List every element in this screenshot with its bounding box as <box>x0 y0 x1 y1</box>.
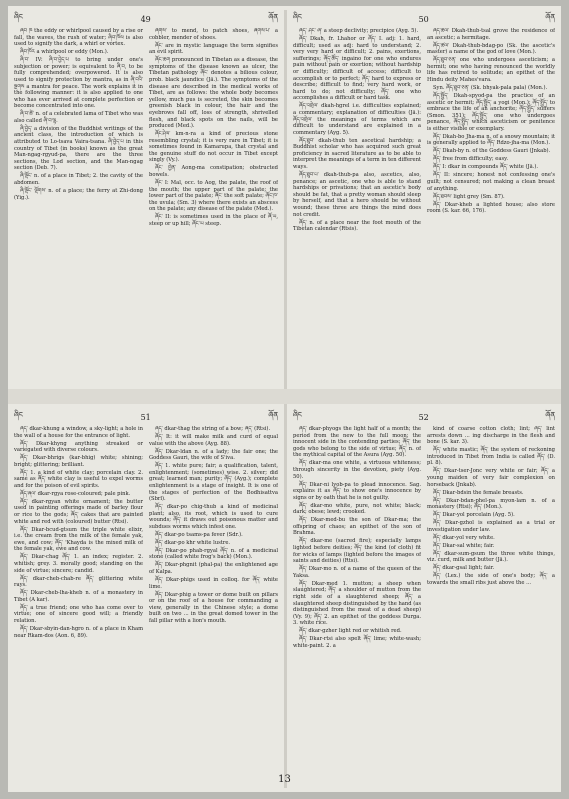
entry: ཞོད་ Dkah-bo Jha-ma n. of a snowy mountain; it is generally applied to ཞོད་ Rdzo-jha-ma (Mon.). <box>427 133 555 147</box>
column-right <box>149 426 278 766</box>
entry: ཞོད་ dkar-sum-gsum the three white things, viz. curd, milk and butter (Jä.). <box>427 550 555 564</box>
entry: ཞིབ ཁ the eddy or whirlpool caused by a rise or fall, the waves, the rush of water; ཞིབ་ཁོལ is also used to signify the dark, a whirl or vortex. <box>14 28 143 48</box>
book-sheet <box>8 6 561 792</box>
column-left <box>14 28 143 385</box>
entry: ཞོད་ dkar-cheb-chab-re ཞོད་ glittering white rays. <box>14 575 143 589</box>
page-columns <box>14 28 278 385</box>
page-number: 51 <box>140 412 151 422</box>
entry: ཞི་ལྡོང་ ལྡོགས་ n. of a place; the ferry at Zhi-dong (Yig.). <box>14 188 143 201</box>
column-right <box>427 426 555 766</box>
entry: ཞོད་ Dkar-ldan n. of a lady; the fair one; the Goddess Gauri, the wife of S'iva. <box>149 448 278 462</box>
entry: ཞོད་ dkar-po khr white lustre. <box>155 539 231 546</box>
entry: ཞོད་ a true friend; one who has come over to virtue; one of sincere good will; a friendly relation. <box>14 604 143 624</box>
entry: ཞོད་ Dkar-sal white; fair. <box>433 542 495 549</box>
entry: ཞོད་ཞལ་ dkar-rgya rose-coloured; pale pink. <box>20 490 131 497</box>
column-right <box>149 28 278 385</box>
page-columns <box>293 426 555 766</box>
entry: ཞོད་ dkar-rgyan white ornament; the butter used in painting offerings made of barley flour or rice to the gods; ཞོད་ cakes that are painted white and red with (coloured) butter (Rtsi). <box>14 498 143 525</box>
entry: ཞོད་ Dkar-bhrigs (kar-bhig) white; shining; bright; glittering; brilliant. <box>14 455 143 468</box>
entry: ཞོང་ གྱེན་ Aong-ma constipation; obstructed bowels. <box>149 165 278 179</box>
entry: ཞོད་ (Lex.) the side of one's body; ཞོད་ a towards the small ribs just above the ... <box>427 573 555 586</box>
running-header <box>14 410 278 424</box>
entry: ཞོད་ dkar-me (sacred fire); especially lamps lighted before deities; ཞོད་ the kind (of cloth) fit for wicks of lamps (lighted before the images of saints and deities) (Rtsi). <box>293 538 421 565</box>
entry: ཞོད་ dkar-po tsams-pa fever (Sdr.). <box>155 531 243 538</box>
entry: ཞོད་ It: it will make milk and curd of equal value with the above (Ayg. 88). <box>149 433 278 447</box>
entry: ཞོད་ Dkar-khyng anything streaked or variegated with diverse colours. <box>14 440 143 454</box>
page-columns <box>293 28 555 385</box>
entry: ཞོད་ Dkah, fr. Lhahor or ཞོད་ I. adj: 1. hard, difficult; used as adj: hard to understand; 2. very very hard or difficult; 2. pains, exertions, sufferings; ཞོད་ཚོད་ ingaino for one who endures pain without pain or exertion; without hardship or difficulty; difficult of access; difficult to accomplish or to perfect; ཞོད་ hard to express or describe; difficult to find; very hard work, or hard to do; not difficulty; ཞོད་ one who accomplishes a difficult or hard task. <box>293 35 421 102</box>
entry: ཞོང་ are in mystic language the term signifies an evil spirit. <box>149 42 278 56</box>
entry: ཞོད་ Dkar-sbyin-dan-hgro n. of a place in Kham near Rkam-dos (Aon. 6, 89). <box>14 625 143 639</box>
entry: ཞོད་ dkar-ma one white, a virtuous whiteness; through sincerity in the devotion, piety (Ayg. 50). <box>293 460 421 480</box>
right-header: ཞོན <box>268 12 278 21</box>
entry: ཞོད་ Dkah-by n. of the Goddess Gauri (Jnkab). <box>433 148 551 155</box>
page-number: 49 <box>140 14 151 24</box>
left-header: ཞིང <box>293 410 302 419</box>
entry: ཞོང་ II: is sometimes used in the place of ཞོ་ཡ, steep or up hill; ཞོང་ཡ steep. <box>149 214 278 227</box>
running-header <box>14 12 278 26</box>
entry: ཞོད་ Dkar-gzhol is explained as a trial or investigation under law. <box>427 520 555 533</box>
entry: ཞོད་ dkar-phyogs the light half of a month; the period from the new to the full moon; the innocent side in the contending parties; ཞོད་ the gods who belong to the side of virtue; ཞོད་ n. of the mythical capital of the Asura (Ayg. 50). <box>293 426 421 459</box>
entry: ཞོད་ ཤོང་ ཞི་ a steep declivity; precipice (Ayg. 5). <box>299 28 419 34</box>
middle-gutter <box>8 389 561 404</box>
entry: ཞོད་སྤྱོད་ Dkah-spyod-pa the practice of an ascetic or hermit; ཞོད་སྤྱོད་ a yogi (Mon.); ཞོད་སྤྱོད་ to embrace the life of an anchorite; ཞོད་སྤྱོད་ suffers (Smon. 351); ཞོད་སྤྱོད་ one who undergoes penance, ཞོད་སྤྱོད་ which asceticism or penitence is either visible or exemplary. <box>427 92 555 132</box>
entry: ཞོད་ I: dkar in compounds ཞོད་ white (Jä.). <box>433 164 538 171</box>
entry: ཞོད་འགྲེལ་ dkah-hgrel i.e. difficulties explained; a commentary; explanation of difficulties (Jä.): ཞོད་འགྲེལ་ the meanings of terms which are difficult to understand are explained in a commentary (Ayg. 5). <box>293 103 421 136</box>
entry: ཞོད་ Dkar-kheb a lighted house; also store room (S. kar. 66, 176). <box>427 201 555 215</box>
entry: ཞོད་ Dkar-bcud-gtsum the triple white elixir, i.e. the cream from the milk of the female yak, ewe, and cow; ཞོད་ 'Khayda is the mixed milk of the female yak, ewe and cow. <box>14 526 143 553</box>
entry: ཞོད་ 1. a kind of white clay; porcelain clay. 2. same as ཞོད་ white clay is useful to expel worms and for the poison of evil spirits. <box>14 469 143 489</box>
entry: ཞི་བྱེད་ a division of the Buddhist writings of the ancient class, the introduction of which is attributed to Lo-tsava Vaira-tsana. ཞི་བྱེད་པ in this country of Tibet (in books) known as the great Man-ngag-rgyud-pa, there are the three sections, the Lod section, and the Man-ngag section (Deb. 7). <box>14 125 143 172</box>
entry: ཞོད་ Dkar-ni lyob-pa to plead innocence. Sag. explains it as ཞོད་ to show one's innocence by signs or by oath that he is not guilty. <box>293 481 421 501</box>
page-number: 52 <box>418 412 429 422</box>
entry: ཞོད་ Dkar-cheb-lha-kheb n. of a monastery in Tibet (A kar). <box>14 590 143 603</box>
entry: ཞོད་ Dkar-phig a tower or dome built on pillars or on the roof of a house for commanding a view, generally in the Chinese style; a dome built on two ... in the great domed tower in the fall pillar with a lion's mouth. <box>149 591 278 624</box>
entry: ཞོད་ free from difficulty; easy. <box>433 156 509 163</box>
entry: ཞོད་ Dkar-phigs used in colloq. for ཞོད་ white lime. <box>149 576 278 590</box>
column-right <box>427 28 555 385</box>
entry: ཞོད་ཚལ་ Dkah-thub-tsal grove the residence of an ascetic; a hermitage. <box>427 28 555 41</box>
running-header <box>293 410 555 424</box>
entry: ཞོང་ I: Mal, occ. to Aog, the palate, the roof of the mouth; the upper part of the palate; the lower part of the palate; ཞོང་ the soft palate; ཞོང་ཁ་ the uvula; (Sm. 3) where there exists an abscess on the palate; any disease of the palate (Med.). <box>149 180 278 213</box>
entry: ཞོད་ Dkar-bdan-phel-pa myon-lam n. of a monastery (Rtsi); ཞོད་ (Mon.). <box>427 497 555 511</box>
entry: ཞོད་ n. of a place near the foot mouth of the Tibetan calendar (Rtsis). <box>293 219 421 233</box>
left-header: ཞིང <box>293 12 302 21</box>
entry: ཞོད་ Dkar-mo n. of a name of the queen of the Yaksa. <box>293 566 421 579</box>
entry: ཞོང་ཆག pronounced in Tibetan as a disease, the symptoms of the disease known as ulcer, the Tibetan pathology ཞོང་ denotes a bilious colour, prob. black jaundice (Jä.). The symptoms of the disease are described in the medical works of Tibet, are as follows: the whole body becomes yellow, much pus is secreted, the skin becomes greenish black in colour, the hair and the eyebrows fall off, loss of strength, shrivelled flesh, and black spots on the nails, will be produced (Med.). <box>149 57 278 130</box>
entry: ཞོད་ dkar-gzher light red or whitish red. <box>299 628 402 635</box>
entry: ཞོད་ 1. white pure; fair; a qualification, talent, enlightenment; (sometimes) wise. 2. silver; did great; learned man; purity; ཞོད་ (Ayg.); complete enlightenment is a stage of insight. It is one of the stages of perfection of the Bodhisattva (Sbrl). <box>149 463 278 503</box>
column-left <box>293 28 421 385</box>
entry: ཞི་བ་ IV: ཞི་བ་བྱེད་པ to bring under one's subjection or power; is equivalent to ཞི་བ, to be fully comprehended; overpowered. It is also used to signify protection by mantra, as in ཞི་བའི་སྔགས a mantra for peace. The work explains it in the following manner: it is also applied to one who has ever arrived at complete perfection or become concentrated into one. <box>14 57 143 110</box>
page-50 <box>287 6 561 389</box>
entry: kind of coarse cotton cloth; lint; ཞོད་ lint arrests down ... ing discharge in the flesh and bone (S. kar. 3). <box>427 426 555 446</box>
entry: ཞོད་ dkar-yol very white. <box>433 534 495 541</box>
entry: ཞོད་ Dkar-bdsin the female breasts. <box>433 489 524 496</box>
entry: ཞོད་ Dkar-po phab-rgyal ཞོད་ n. of a medicinal stone (called white frog's back) (Mon.). <box>149 547 278 561</box>
entry: ཞོང་ཤེལ་ km-n-ra a kind of precious stone resembling crystal; it is very rare in Tibet; it is sometimes found in Kamarupa, that crystal and the genuine stuff do not occur in Tibet except singly (Vy.). <box>149 131 278 164</box>
entry: ཞོགས་ to mend, to patch shoes, ཞོགས་པ་ a cobbler, mender of shoes. <box>149 28 278 41</box>
entry: Syn. ཞོད་ཐུབ་ཅན་ (Sk. bhyak-pala pala) (Mon.). <box>433 84 548 91</box>
entry: ཞོད་ II: sincere; honest not confessing one's guilt; not censured; not making a clean breast of anything. <box>427 172 555 192</box>
entry: ཞོད་ Dkar-chag ཞོད་ 1. an index; register. 2. whitish; grey. 3. morally good; standing on the side of virtue; sincere; candid. <box>14 554 143 574</box>
page-columns <box>14 426 278 766</box>
entry: ཞོད་ dkar-thag the string of a bow; ཞོད་ (Rtsi). <box>155 426 271 432</box>
column-left <box>293 426 421 766</box>
entry: ཞོད་ཐབས་ light grey (Sm. 87). <box>433 193 505 200</box>
entry: ཞོད་ཐུབ་ཅན་ one who undergoes asceticism; a hermit; one who having renounced the worldly life has retired to solitude; an epithet of the Hindu deity Mahes'vara. <box>427 57 555 83</box>
page-49 <box>8 6 284 389</box>
entry: ཞོད་ Dkar-med 1. mutton; a sheep when slaughtered; ཞོད་ a shoulder of mutton from the right side of a slaughtered sheep; ཞོད་ a slaughtered sheep distinguished by the hand (as distinguished from the meat of a dead sheep) (Vy. 9); ཞོད་ 2. an epithet of the goddess Durga. 3. white rice. <box>293 580 421 627</box>
entry: ཞི་ལྡོང་ n. of a place in Tibet; 2. the cavity of the abdomen. <box>14 173 143 187</box>
entry: ཞོད་ dkar-khung a window, a sky-light; a hole in the wall of a house for the entrance of light. <box>14 426 143 439</box>
entry: ཞོད་ཚལ་ Dkah-thub-bdag-po (Sk. the ascetic's master) a name of the god of love (Mon.). <box>427 42 555 56</box>
entry: ཞིབ་ཁོར a whirlpool or eddy (Mon.). <box>20 49 109 56</box>
entry: ཞི་བ་ཚེ་ n. of a celebrated lama of Tibet who was also called ཞི་བ་ལྷ. <box>14 111 143 124</box>
right-header: ཞོན <box>268 410 278 419</box>
left-header: ཞིང <box>14 410 23 419</box>
entry: ཞོད་ dkar-po chig-thub a kind of medicinal plant; also, its root, which is used to cure wounds; ཞོད་ it draws out poisonous matter and subdues worms which infest one. <box>149 504 278 530</box>
page-52 <box>287 404 561 770</box>
right-header: ཞོན <box>545 12 555 21</box>
entry: ཞོད་ Dkar-yol porcelain (Ayg. 5). <box>433 512 515 519</box>
entry: ཞོད་ Dkar-rtsi also spelt ཞོད་ lime; white-wash; white-paint. 2. a <box>293 636 421 649</box>
right-header: ཞོན <box>545 410 555 419</box>
entry: ཞོད་ dkar-gsal light; fair. <box>433 565 495 572</box>
running-header <box>293 12 555 26</box>
left-header: ཞིང <box>14 12 23 21</box>
entry: ཞོད་ Dkar-tser-Jonc very white or fair; ཞོད་ a young maiden of very fair complexion on horseback (Jnkab). <box>427 468 555 488</box>
entry: ཞོད་ dkar-mo white, pure, not white; black; dark; obese; lewd; crooked. <box>293 502 421 516</box>
entry: ཞོད་ཐུབ་པ་ dkah-thub-pa also, ascetics, also, penance; an ascetic, one who is able to stand hardships or privations; that an ascetic's body should be fat, that a pretty woman should sleep by herself, and that a hero should be without wound; these three are things the mind does not credit. <box>293 172 421 218</box>
entry: ཞོད་ཐུབ་ dkah-thub ten ascetical hardship; a Buddhist scholar who has acquired such great proficiency in sacred literature as to be able to interpret the meanings of a term in ten different ways. <box>293 137 421 171</box>
column-left <box>14 426 143 766</box>
entry: ཞོད་ white mastic; ཞོད་ the system of reckoning introduced in Tibet from India is called ཞོད་ (D. pl. 8). <box>427 447 555 467</box>
entry: ཞོད་ Dkar-med-bu the son of Dkar-ma; the offspring of chaos; an epithet of the son of Brahma. <box>293 517 421 537</box>
sheet-number: 13 <box>278 774 291 785</box>
entry: ཞོད་ Dkar-phgnit (phal-pa) the enlightened age of Kalpa. <box>149 562 278 575</box>
page-51 <box>8 404 284 770</box>
page-number: 50 <box>418 14 429 24</box>
